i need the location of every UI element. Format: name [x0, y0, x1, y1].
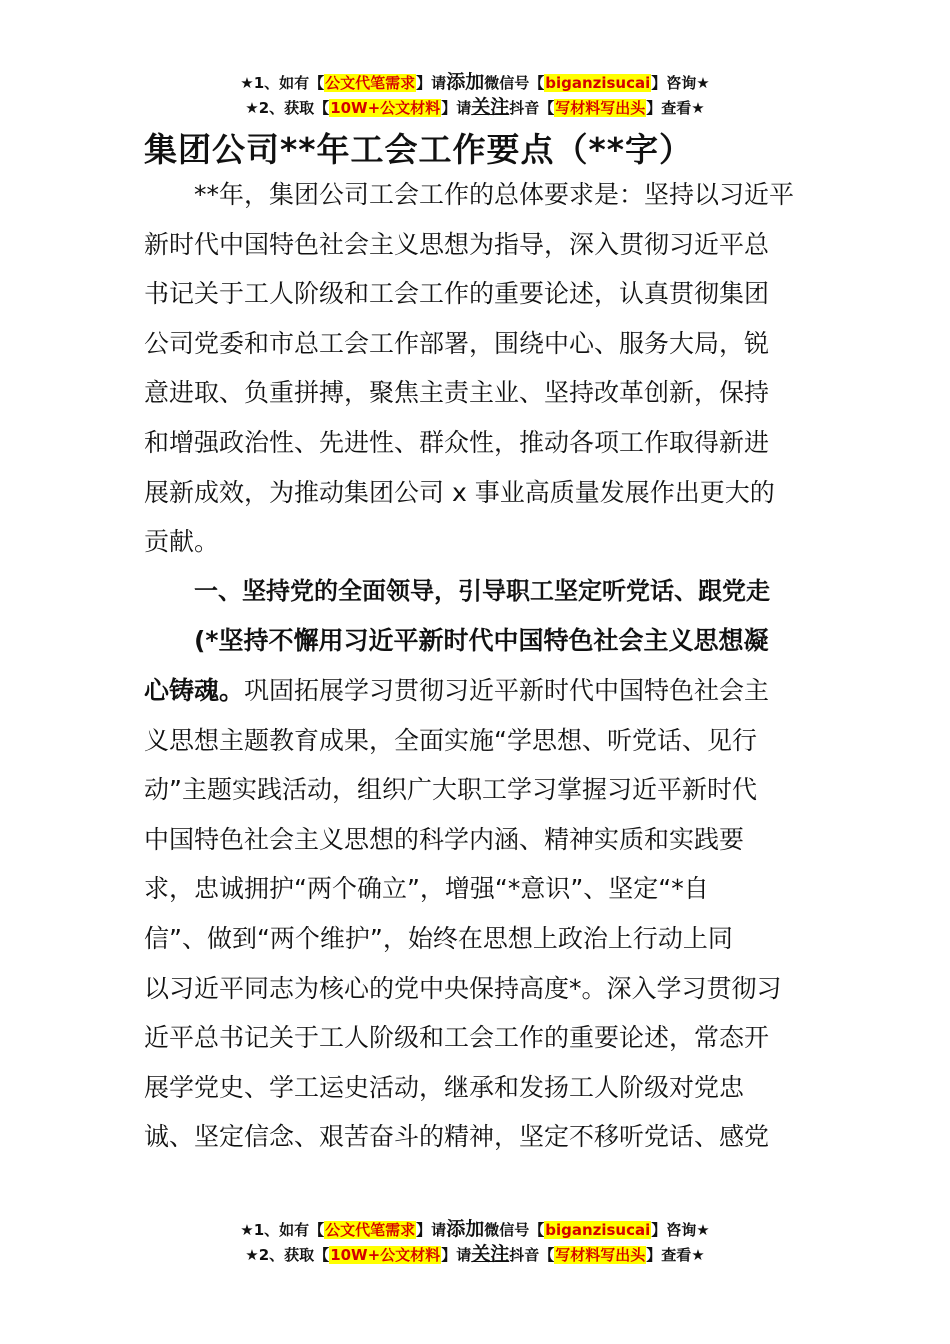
banner-text: 】查看★ [646, 1246, 705, 1264]
paragraph-line: **年，集团公司工会工作的总体要求是：坚持以习近平 [194, 180, 795, 209]
paragraph-line: 新时代中国特色社会主义思想为指导，深入贯彻习近平总 [144, 229, 770, 259]
paragraph-line: 展学党史、学工运史活动，继承和发扬工人阶级对党忠 [144, 1072, 745, 1102]
banner-text: 抖音【 [509, 1246, 555, 1264]
document-body [144, 170, 806, 1162]
banner-highlight: 10W+公文材料 [330, 99, 441, 117]
paragraph-line: 信”、做到“两个维护”，始终在思想上政治上行动上同 [144, 923, 733, 953]
banner-text: 】请 [441, 1246, 472, 1264]
paragraph-line: 书记关于工人阶级和工会工作的重要论述，认真贯彻集团 [144, 279, 770, 309]
banner-text: 微信号【 [484, 1221, 545, 1239]
paragraph-line: 求，忠诚拥护“两个确立”，增强“*意识”、坚定“*自 [144, 874, 709, 904]
banner-emphasis: 添加 [446, 71, 485, 93]
paragraph-line: 意进取、负重拼搏，聚焦主责主业、坚持改革创新，保持 [144, 378, 770, 408]
banner-line-2 [0, 1242, 950, 1267]
banner-emphasis: 关注 [471, 1243, 510, 1265]
paragraph-line: 以习近平同志为核心的党中央保持高度*。深入学习贯彻习 [144, 973, 782, 1003]
section-heading: 一、坚持党的全面领导，引导职工坚定听党话、跟党走 [194, 576, 770, 605]
banner-text: ★1、如有【 [240, 1221, 325, 1239]
paragraph-line: 贡献。 [144, 527, 220, 557]
banner-douyin-id: 写材料写出头 [555, 1246, 646, 1264]
banner-text: 微信号【 [484, 74, 545, 92]
banner-highlight: 公文代笔需求 [325, 1221, 416, 1239]
banner-text: ★2、获取【 [245, 99, 330, 117]
banner-douyin-id: 写材料写出头 [555, 99, 646, 117]
banner-highlight: 公文代笔需求 [325, 74, 416, 92]
banner-text: 】咨询★ [651, 74, 710, 92]
paragraph-line: 诚、坚定信念、艰苦奋斗的精神，坚定不移听党话、感党 [144, 1122, 770, 1152]
banner-text: 】请 [441, 99, 472, 117]
paragraph-line: 中国特色社会主义思想的科学内涵、精神实质和实践要 [144, 824, 745, 854]
paragraph-line [144, 666, 806, 716]
banner-text: 】咨询★ [651, 1221, 710, 1239]
paragraph-text: 巩固拓展学习贯彻习近平新时代中国特色社会主 [244, 675, 770, 705]
banner-text: 抖音【 [509, 99, 555, 117]
banner-highlight: 10W+公文材料 [330, 1246, 441, 1264]
paragraph-line: 公司党委和市总工会工作部署，围绕中心、服务大局，锐 [144, 328, 770, 358]
sub-heading: (*坚持不懈用习近平新时代中国特色社会主义思想凝 [194, 626, 769, 656]
sub-heading-end: 心铸魂。 [144, 675, 245, 705]
banner-emphasis: 添加 [446, 1218, 485, 1240]
banner-line-1 [0, 1217, 950, 1242]
bottom-banner [0, 1217, 950, 1267]
banner-line-1 [0, 70, 950, 95]
paragraph-line: 义思想主题教育成果，全面实施“学思想、听党话、见行 [144, 725, 757, 755]
banner-emphasis: 关注 [471, 96, 510, 118]
banner-line-2 [0, 95, 950, 120]
paragraph-line: 动”主题实践活动，组织广大职工学习掌握习近平新时代 [144, 775, 757, 805]
banner-text: ★1、如有【 [240, 74, 325, 92]
top-banner [0, 70, 950, 120]
paragraph-line: 近平总书记关于工人阶级和工会工作的重要论述，常态开 [144, 1023, 770, 1053]
paragraph-line: 和增强政治性、先进性、群众性，推动各项工作取得新进 [144, 427, 770, 457]
banner-text: 】请 [416, 1221, 447, 1239]
banner-wechat-id: biganzisucai [545, 1221, 651, 1239]
paragraph-line: 展新成效，为推动集团公司 x 事业高质量发展作出更大的 [144, 477, 775, 507]
banner-text: 】请 [416, 74, 447, 92]
banner-text: 】查看★ [646, 99, 705, 117]
banner-wechat-id: biganzisucai [545, 74, 651, 92]
document-title: 集团公司**年工会工作要点（**字） [144, 130, 694, 169]
banner-text: ★2、获取【 [245, 1246, 330, 1264]
